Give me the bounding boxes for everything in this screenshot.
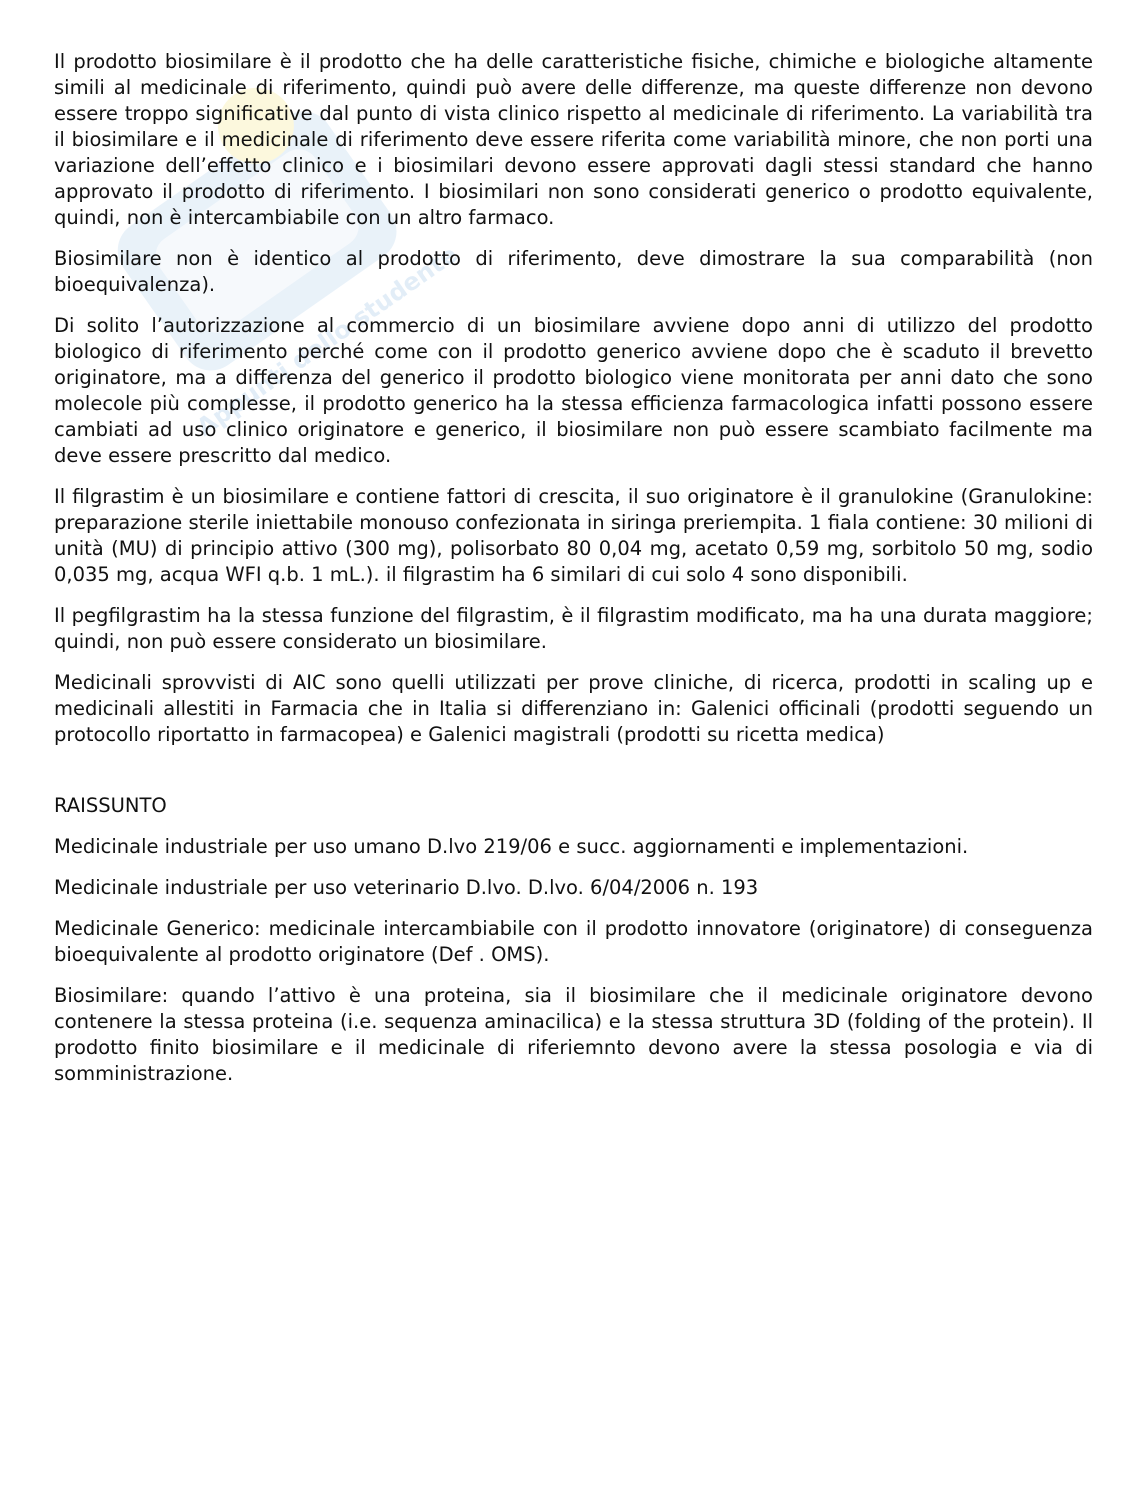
summary-generic: Medicinale Generico: medicinale intercambiabile con il prodotto innovatore (originatore) di conseguenza bioequivalente al prodotto originatore (Def . OMS). — [54, 917, 1093, 966]
paragraph-authorization: Di solito l’autorizzazione al commercio di un biosimilare avviene dopo anni di utilizzo del prodotto biologico di riferimento perché come con il prodotto generico avviene dopo che è scaduto il brevetto originatore, ma a differenza del generico il prodotto biologico viene monitorata per anni dato che sono molecole più complesse, il prodotto generico ha la stessa efficienza farmacologica infatti possono essere cambiati ad uso clinico originatore e generico, il biosimilare non può essere scambiato facilmente ma deve essere prescritto dal medico. — [54, 314, 1093, 467]
paragraph-biosimilar-comparability: Biosimilare non è identico al prodotto di riferimento, deve dimostrare la sua comparabilità (non bioequivalenza). — [54, 247, 1093, 296]
summary-human-use: Medicinale industriale per uso umano D.lvo 219/06 e succ. aggiornamenti e implementazioni. — [54, 835, 969, 858]
summary-biosimilar: Biosimilare: quando l’attivo è una proteina, sia il biosimilare che il medicinale originatore devono contenere la stessa proteina (i.e. sequenza aminacilica) e la stessa struttura 3D (folding of the protein). Il prodotto finito biosimilare e il medicinale di riferiemnto devono avere la stessa posologia e via di somministrazione. — [54, 984, 1093, 1085]
section-spacer — [54, 763, 1093, 793]
summary-heading: RAISSUNTO — [54, 794, 167, 817]
summary-veterinary-use: Medicinale industriale per uso veterinario D.lvo. D.lvo. 6/04/2006 n. 193 — [54, 876, 759, 899]
watermark-text: Appunti dello studente — [191, 240, 463, 442]
paragraph-aic: Medicinali sprovvisti di AIC sono quelli utilizzati per prove cliniche, di ricerca, prodotti in scaling up e medicinali allestiti in Farmacia che in Italia si differenziano in: Galenici officinali (prodotti seguendo un protocollo riportatto in farmacopea) e Galenici magistrali (prodotti su ricetta medica) — [54, 671, 1093, 746]
paragraph-pegfilgrastim: Il pegfilgrastim ha la stessa funzione del filgrastim, è il filgrastim modificato, ma ha una durata maggiore; quindi, non può essere considerato un biosimilare. — [54, 604, 1093, 653]
paragraph-filgrastim: Il filgrastim è un biosimilare e contiene fattori di crescita, il suo originatore è il granulokine (Granulokine: preparazione sterile iniettabile monouso confezionata in siringa preriempita. 1 fiala contiene: 30 milioni di unità (MU) di principio attivo (300 mg), polisorbato 80 0,04 mg, acetato 0,59 mg, sorbitolo 50 mg, sodio 0,035 mg, acqua WFI q.b. 1 mL.). il filgrastim ha 6 similari di cui solo 4 sono disponibili. — [54, 485, 1093, 586]
document-body — [54, 49, 1093, 1102]
paragraph-biosimilar-definition: Il prodotto biosimilare è il prodotto che ha delle caratteristiche fisiche, chimiche e biologiche altamente simili al medicinale di riferimento, quindi può avere delle differenze, ma queste differenze non devono essere troppo significative dal punto di vista clinico rispetto al medicinale di riferimento. La variabilità tra il biosimilare e il medicinale di riferimento deve essere riferita come variabilità minore, che non porti una variazione dell’effetto clinico e i biosimilari devono essere approvati dagli stessi standard che hanno approvato il prodotto di riferimento. I biosimilari non sono considerati generico o prodotto equivalente, quindi, non è intercambiabile con un altro farmaco. — [54, 50, 1093, 229]
